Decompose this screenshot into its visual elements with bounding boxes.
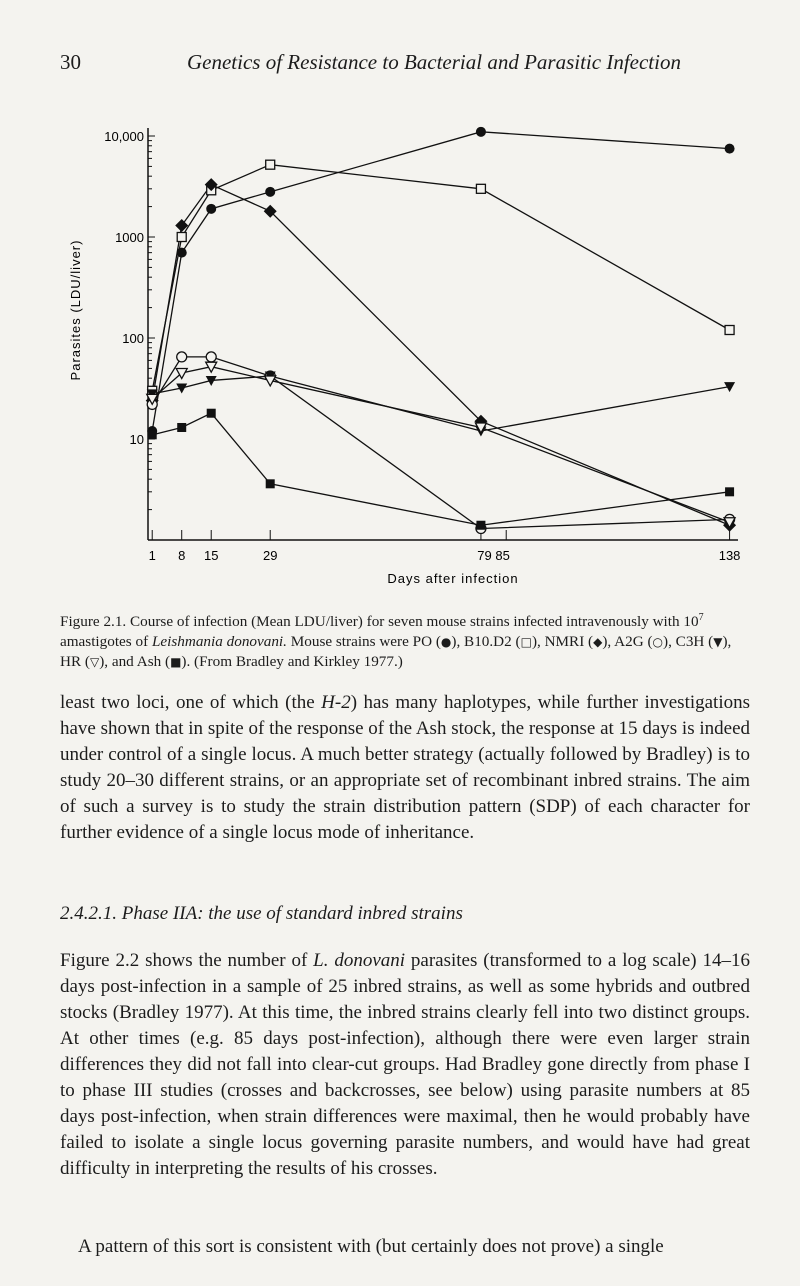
- ash-marker: [476, 521, 485, 530]
- y-tick-label: 10: [129, 431, 144, 447]
- b10-marker: [177, 232, 186, 241]
- chart-axes: [104, 128, 740, 563]
- caption-text: ), HR (: [60, 632, 732, 671]
- ash-marker: [148, 430, 157, 439]
- x-tick-label: 1: [148, 548, 156, 563]
- a2g-symbol: ○: [652, 634, 664, 649]
- y-tick-label: 100: [122, 330, 144, 346]
- y-axis-label: Parasites (LDU/liver): [68, 239, 83, 381]
- body-paragraph: [60, 690, 750, 846]
- x-tick-label: 79 85: [477, 548, 510, 563]
- locus-name: H-2: [321, 692, 351, 713]
- infection-course-chart: [60, 100, 750, 600]
- caption-superscript: 7: [698, 612, 704, 623]
- figure-caption: [60, 608, 750, 673]
- section-heading: 2.4.2.1. Phase IIA: the use of standard inbred strains: [60, 903, 463, 924]
- y-tick-label: 10,000: [104, 128, 144, 144]
- page-number: 30: [60, 50, 81, 74]
- series-line-b10-d2: [152, 165, 729, 391]
- po-symbol: ●: [440, 634, 452, 649]
- po-marker: [476, 127, 486, 137]
- caption-text: ), and Ash (: [99, 653, 171, 671]
- data-markers: [146, 127, 736, 534]
- a2g-marker: [206, 352, 216, 362]
- ash-marker: [207, 409, 216, 418]
- x-tick-label: 15: [203, 548, 219, 563]
- ash-marker: [266, 479, 275, 488]
- x-tick-label: 138: [718, 548, 741, 563]
- series-line-a2g: [152, 357, 729, 529]
- caption-text: ). (From Bradley and Kirkley 1977.): [181, 653, 403, 671]
- paragraph-text: ) has many haplotypes, while further investigations have shown that in spite of the response of the Ash stock, the response at 15 days is indeed under control of a single locus. A much better strategy (actually followed by Bradley) is to study 20–30 different strains, or an appropriate set of recombinant inbred strains. The aim of such a survey is to study the strain distribution pattern (SDP) of each character for further evidence of a single locus mode of inheritance.: [60, 692, 751, 843]
- page-header: [60, 50, 750, 80]
- po-marker: [177, 248, 187, 258]
- y-tick-label: 1000: [115, 229, 144, 245]
- caption-text: Course of infection (Mean LDU/liver) for seven mouse strains infected intravenously with 10: [126, 613, 699, 631]
- caption-text: Mouse strains were PO (: [286, 632, 441, 650]
- series-line-c3h: [152, 376, 729, 431]
- body-paragraph: A pattern of this sort is consistent with (but certainly does not prove) a single: [78, 1236, 664, 1257]
- body-paragraph: [60, 948, 750, 1182]
- po-marker: [725, 144, 735, 154]
- caption-text: ), NMRI (: [531, 632, 594, 650]
- paragraph-text: parasites (transformed to a log scale) 14–16 days post-infection in a sample of 25 inbred strains, as well as some hybrids and outbred stocks (Bradley 1977). At this time, the inbred strains clearly fell into two distinct groups. At other times (e.g. 85 days post-infection), although there were even larger strain differences they did not fall into clear-cut groups. Had Bradley gone directly from phase I to phase III studies (crosses and backcrosses, see below) using parasite numbers at 85 days post-infection, when strain differences were maximal, then he would probably have failed to isolate a single locus governing parasite numbers, and would have had great difficulty in interpreting the results of his crosses.: [60, 950, 750, 1179]
- species-name: L. donovani: [313, 950, 406, 971]
- ash-marker: [725, 487, 734, 496]
- c3h-symbol: ▼: [713, 634, 723, 649]
- b10-marker: [266, 160, 275, 169]
- caption-text: ), A2G (: [602, 632, 653, 650]
- ash-symbol: ■: [170, 655, 182, 670]
- series-line-nmri: [152, 185, 729, 526]
- series-lines: [152, 132, 729, 529]
- paragraph-text: Figure 2.2 shows the number of: [60, 950, 314, 971]
- hr-symbol: ▽: [89, 655, 100, 670]
- b10-marker: [725, 326, 734, 335]
- running-title: Genetics of Resistance to Bacterial and Parasitic Infection: [187, 50, 681, 74]
- x-tick-label: 29: [262, 548, 278, 563]
- b10-symbol: □: [520, 634, 532, 649]
- a2g-marker: [177, 352, 187, 362]
- caption-label: Figure 2.1.: [60, 613, 127, 631]
- po-marker: [265, 187, 275, 197]
- nmri-symbol: ◆: [593, 634, 603, 649]
- series-line-ash: [152, 413, 729, 525]
- paragraph-text: least two loci, one of which (the: [60, 692, 322, 713]
- ash-marker: [177, 423, 186, 432]
- caption-text: ), C3H (: [663, 632, 714, 650]
- caption-species: Leishmania donovani.: [151, 632, 287, 650]
- caption-text: amastigotes of: [60, 632, 152, 650]
- x-axis-label: Days after infection: [387, 571, 519, 586]
- b10-marker: [476, 184, 485, 193]
- x-tick-label: 8: [178, 548, 186, 563]
- caption-text: ), B10.D2 (: [451, 632, 521, 650]
- po-marker: [206, 204, 216, 214]
